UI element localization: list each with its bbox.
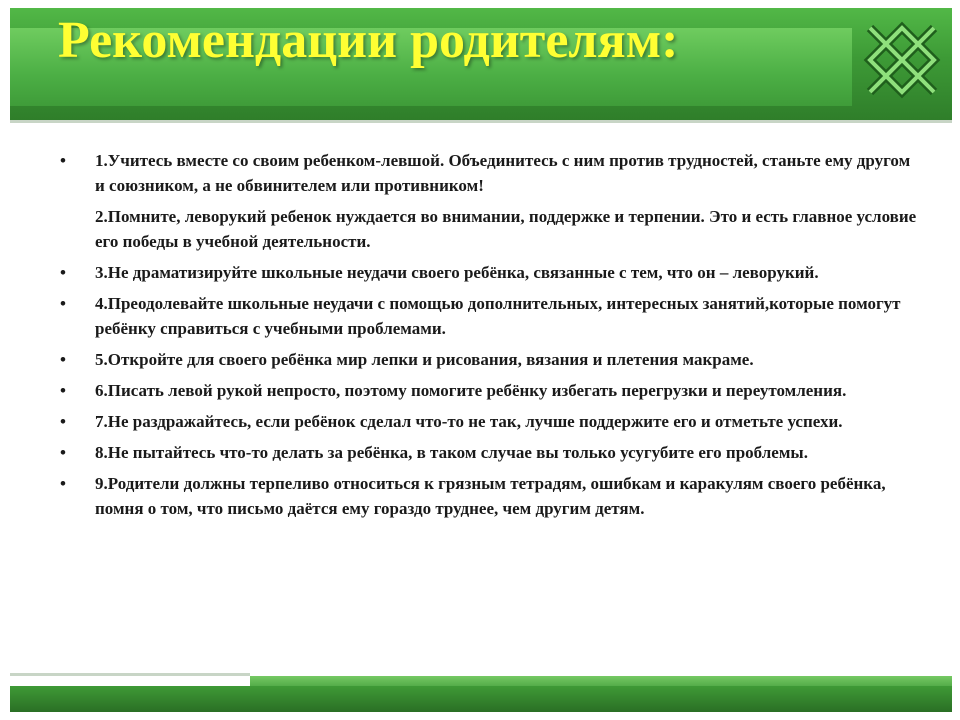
bullet-icon: • — [60, 381, 66, 400]
list-item-text: 2.Помните, леворукий ребенок нуждается во внимании, поддержке и терпении. Это и есть главное условие его победы в учебной деятельности. — [95, 207, 917, 251]
list-item — [60, 378, 920, 403]
list-item-text: 1.Учитесь вместе со своим ребенком-левшой. Объединитесь с ним против трудностей, станьте ему другом и союзником, а не обвинителем или противником! — [95, 151, 911, 195]
bullet-icon: • — [60, 294, 66, 313]
bullet-icon: • — [60, 350, 66, 369]
list-item — [60, 409, 920, 434]
list-item-text: 9.Родители должны терпеливо относиться к грязным тетрадям, ошибкам и каракулям своего ребёнка, помня о том, что письмо даётся ему гораздо труднее, чем другим детям. — [95, 474, 886, 518]
list-item-text: 7.Не раздражайтесь, если ребёнок сделал что-то не так, лучше поддержите его и отметьте успехи. — [95, 412, 843, 431]
list-item-text: 6.Писать левой рукой непросто, поэтому помогите ребёнку избегать перегрузки и переутомления. — [95, 381, 847, 400]
bullet-icon: • — [60, 412, 66, 431]
footer-divider — [10, 673, 250, 676]
bullet-icon: • — [60, 263, 66, 282]
list-item-text: 3.Не драматизируйте школьные неудачи своего ребёнка, связанные с тем, что он – леворукий. — [95, 263, 819, 282]
footer-band — [10, 686, 952, 712]
list-item-text: 8.Не пытайтесь что-то делать за ребёнка, в таком случае вы только усугубите его проблемы. — [95, 443, 808, 462]
bullet-icon: • — [60, 474, 66, 493]
bullet-icon: • — [60, 443, 66, 462]
knot-ornament-icon — [862, 20, 942, 100]
list-item — [60, 204, 920, 254]
bullet-icon: • — [60, 151, 66, 170]
list-item — [60, 347, 920, 372]
list-item — [60, 471, 920, 521]
slide-header — [0, 0, 960, 135]
list-item-text: 5.Откройте для своего ребёнка мир лепки и рисования, вязания и плетения макраме. — [95, 350, 754, 369]
list-item — [60, 440, 920, 465]
list-item — [60, 291, 920, 341]
list-item-text: 4.Преодолевайте школьные неудачи с помощью дополнительных, интересных занятий,которые помогут ребёнку справиться с учебными проблемами. — [95, 294, 901, 338]
recommendation-list — [60, 148, 920, 527]
header-divider — [10, 120, 952, 123]
list-item — [60, 260, 920, 285]
list-item — [60, 148, 920, 198]
slide-title: Рекомендации родителям: — [58, 12, 679, 69]
